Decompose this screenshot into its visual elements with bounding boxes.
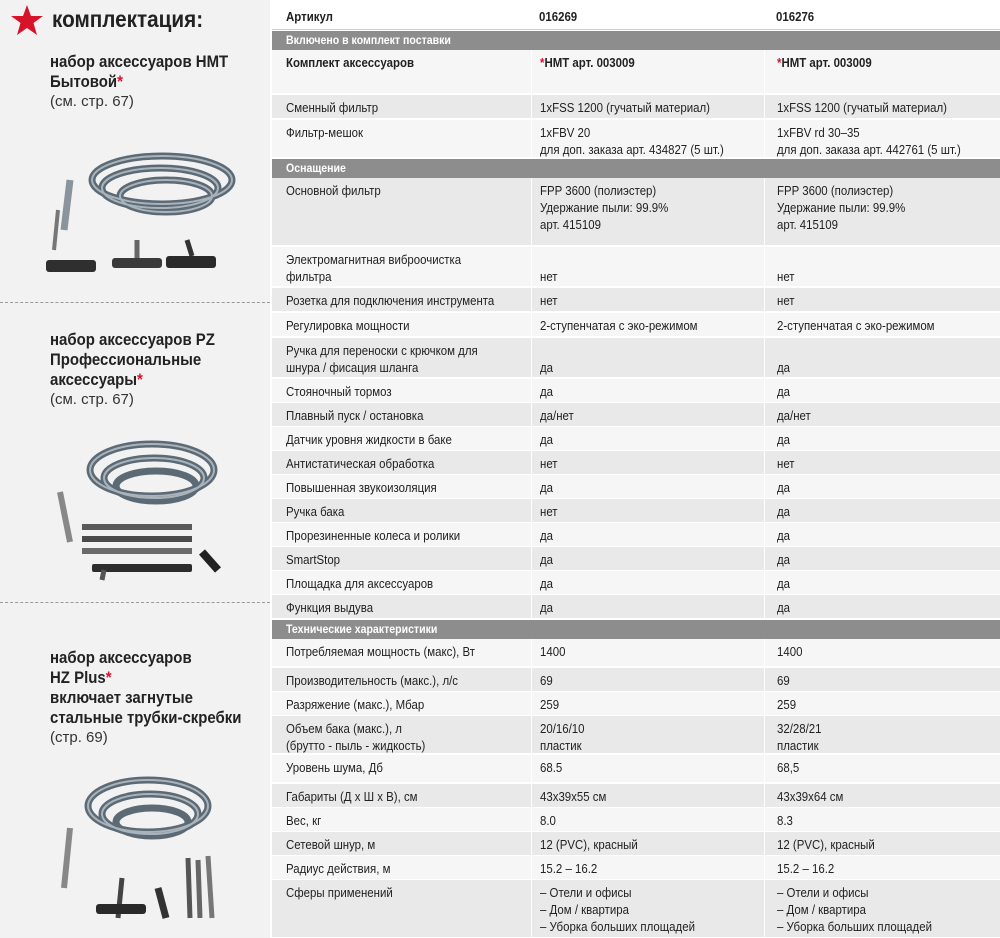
cell-016276 bbox=[764, 784, 1000, 807]
cell-016276 bbox=[764, 547, 1000, 570]
cell-text-line: Радиус действия, м bbox=[286, 861, 391, 876]
cell-text-line: FPP 3600 (полиэстер) bbox=[540, 183, 657, 198]
row-label bbox=[272, 451, 530, 474]
cell-016276 bbox=[764, 379, 1000, 402]
cell-text-line: 1xFSS 1200 (гучатый материал) bbox=[540, 100, 710, 115]
cell-016269 bbox=[531, 716, 763, 753]
table-row bbox=[272, 668, 1000, 692]
cell-016269 bbox=[531, 880, 763, 937]
row-label bbox=[272, 338, 530, 377]
cell-text-line: да bbox=[777, 528, 791, 543]
table-row bbox=[272, 247, 1000, 287]
cell-016276 bbox=[764, 692, 1000, 715]
cell-016269 bbox=[531, 808, 763, 831]
cell-016276 bbox=[764, 668, 1000, 691]
cell-text-line: – Уборка больших площадей bbox=[540, 919, 695, 934]
table-row bbox=[272, 427, 1000, 451]
cell-text-line: да bbox=[540, 600, 554, 615]
table-row bbox=[272, 313, 1000, 337]
cell-text-line: да bbox=[540, 360, 554, 375]
kit-pz bbox=[50, 330, 270, 409]
table-row bbox=[272, 338, 1000, 378]
cell-text-line: да bbox=[777, 384, 791, 399]
cell-text-line: 43x39x64 см bbox=[777, 789, 844, 804]
row-label bbox=[272, 880, 530, 937]
cell-text-line: да bbox=[540, 552, 554, 567]
cell-016276 bbox=[764, 475, 1000, 498]
cell-016269 bbox=[531, 247, 763, 286]
table-row bbox=[272, 547, 1000, 571]
cell-text-line: 259 bbox=[777, 697, 797, 712]
cell-016269 bbox=[531, 403, 763, 426]
cell-text-line: 69 bbox=[777, 673, 790, 688]
table-row bbox=[272, 379, 1000, 403]
cell-016276 bbox=[764, 451, 1000, 474]
cell-text-line: да bbox=[777, 360, 791, 375]
cell-text-line: нет bbox=[540, 293, 558, 308]
cell-text-line: Стояночный тормоз bbox=[286, 384, 392, 399]
cell-text-line bbox=[777, 342, 973, 359]
cell-text-line: Площадка для аксессуаров bbox=[286, 576, 434, 591]
row-label bbox=[272, 595, 530, 618]
cell-text-line: да bbox=[540, 528, 554, 543]
cell-text-line: 12 (PVC), красный bbox=[777, 837, 875, 852]
row-label bbox=[272, 95, 530, 118]
cell-016269 bbox=[531, 178, 763, 245]
cell-text-line: да/нет bbox=[777, 408, 811, 423]
cell-016269 bbox=[531, 313, 763, 336]
cell-016269 bbox=[531, 784, 763, 807]
accessory-set-hz-plus-image bbox=[48, 768, 248, 928]
cell-text-line: Прорезиненные колеса и ролики bbox=[286, 528, 461, 543]
accessory-set-pz-image bbox=[42, 432, 242, 582]
cell-016269 bbox=[531, 338, 763, 377]
cell-016269 bbox=[531, 755, 763, 782]
cell-text-line: 68,5 bbox=[777, 760, 800, 775]
kit-page-ref: (см. стр. 67) bbox=[50, 391, 134, 408]
cell-text-line: 8.0 bbox=[540, 813, 556, 828]
section-header-specs bbox=[272, 620, 1000, 639]
cell-text-line: да bbox=[540, 432, 554, 447]
cell-text-line: 15.2 – 16.2 bbox=[540, 861, 598, 876]
section-title: Технические характеристики bbox=[286, 622, 438, 636]
row-label bbox=[272, 523, 530, 546]
row-label bbox=[272, 571, 530, 594]
cell-text-line: да/нет bbox=[540, 408, 574, 423]
cell-text-line: да bbox=[777, 600, 791, 615]
cell-text-line: 2-ступенчатая с эко-режимом bbox=[540, 318, 698, 333]
table-row bbox=[272, 832, 1000, 856]
cell-016269 bbox=[531, 499, 763, 522]
cell-text-line: Плавный пуск / остановка bbox=[286, 408, 424, 423]
cell-016269 bbox=[531, 692, 763, 715]
cell-text-line: для доп. заказа арт. 442761 (5 шт.) bbox=[777, 142, 961, 157]
cell-text-line: SmartStop bbox=[286, 552, 341, 567]
table-row bbox=[272, 523, 1000, 547]
cell-text-line: Комплект аксессуаров bbox=[286, 55, 414, 70]
cell-016276 bbox=[764, 832, 1000, 855]
cell-text-line: 68.5 bbox=[540, 760, 563, 775]
accessory-set-hmt-image bbox=[42, 140, 242, 290]
kit-hmt bbox=[50, 52, 270, 111]
cell-016276 bbox=[764, 523, 1000, 546]
cell-016269 bbox=[531, 288, 763, 311]
cell-text-line: 12 (PVC), красный bbox=[540, 837, 638, 852]
cell-016269 bbox=[531, 571, 763, 594]
cell-text-line: – Уборка больших площадей bbox=[777, 919, 932, 934]
row-label bbox=[272, 247, 530, 286]
kit-sidebar bbox=[0, 0, 270, 938]
section-title: Включено в комплект поставки bbox=[286, 33, 451, 47]
cell-text-line bbox=[540, 251, 736, 268]
cell-text-line: (брутто - пыль - жидкость) bbox=[286, 738, 426, 753]
kit-title-line: аксессуары* bbox=[50, 370, 143, 389]
section-header-included bbox=[272, 31, 1000, 50]
cell-text-line: нет bbox=[540, 456, 558, 471]
cell-016276 bbox=[764, 95, 1000, 118]
cell-text-line: пластик bbox=[540, 738, 582, 753]
cell-text-line: шнура / фисация шланга bbox=[286, 360, 419, 375]
cell-text-line: – Дом / квартира bbox=[540, 902, 629, 917]
cell-text-line: да bbox=[777, 432, 791, 447]
cell-text-line: FPP 3600 (полиэстер) bbox=[777, 183, 894, 198]
row-label bbox=[272, 288, 530, 311]
cell-text-line: Электромагнитная виброочистка bbox=[286, 252, 462, 267]
table-header bbox=[272, 0, 1000, 30]
cell-text-line: да bbox=[777, 552, 791, 567]
row-label bbox=[272, 692, 530, 715]
table-row bbox=[272, 856, 1000, 880]
cell-016276 bbox=[764, 50, 1000, 93]
section-header-equipment bbox=[272, 159, 1000, 178]
cell-text-line: Розетка для подключения инструмента bbox=[286, 293, 495, 308]
cell-text-line bbox=[540, 342, 736, 359]
cell-text-line: *НМТ арт. 003009 bbox=[540, 55, 635, 70]
row-label bbox=[272, 547, 530, 570]
star-mark: * bbox=[777, 55, 782, 70]
table-row bbox=[272, 120, 1000, 158]
cell-text-line: – Отели и офисы bbox=[540, 885, 632, 900]
cell-text-line: да bbox=[540, 480, 554, 495]
row-label bbox=[272, 668, 530, 691]
cell-text-line: 20/16/10 bbox=[540, 721, 585, 736]
cell-016276 bbox=[764, 178, 1000, 245]
cell-text-line: нет bbox=[777, 293, 795, 308]
cell-016269 bbox=[531, 427, 763, 450]
cell-text-line: Антистатическая обработка bbox=[286, 456, 435, 471]
kit-title-line: набор аксессуаров НМТ bbox=[50, 52, 229, 71]
cell-text-line: Повышенная звукоизоляция bbox=[286, 480, 437, 495]
cell-text-line: 1400 bbox=[777, 644, 803, 659]
row-label bbox=[272, 475, 530, 498]
table-row bbox=[272, 808, 1000, 832]
cell-text-line: Производительность (макс.), л/с bbox=[286, 673, 459, 688]
cell-016276 bbox=[764, 403, 1000, 426]
table-row bbox=[272, 880, 1000, 938]
row-label bbox=[272, 784, 530, 807]
cell-text-line: нет bbox=[540, 504, 558, 519]
cell-016269 bbox=[531, 379, 763, 402]
kit-title-line: включает загнутые bbox=[50, 688, 193, 707]
cell-016276 bbox=[764, 427, 1000, 450]
cell-016269 bbox=[531, 523, 763, 546]
cell-016269 bbox=[531, 451, 763, 474]
cell-016276 bbox=[764, 499, 1000, 522]
cell-text-line: Датчик уровня жидкости в баке bbox=[286, 432, 452, 447]
table-row bbox=[272, 178, 1000, 246]
cell-text-line: 1xFBV rd 30–35 bbox=[777, 125, 860, 140]
cell-016276 bbox=[764, 808, 1000, 831]
table-row bbox=[272, 499, 1000, 523]
table-row bbox=[272, 755, 1000, 783]
cell-text-line: для доп. заказа арт. 434827 (5 шт.) bbox=[540, 142, 724, 157]
cell-text-line: Потребляемая мощность (макс), Вт bbox=[286, 644, 476, 659]
star-mark: * bbox=[540, 55, 545, 70]
cell-text-line: Габариты (Д х Ш х В), см bbox=[286, 789, 418, 804]
cell-text-line: – Отели и офисы bbox=[777, 885, 869, 900]
cell-text-line: да bbox=[777, 480, 791, 495]
cell-016276 bbox=[764, 716, 1000, 753]
cell-text-line: Удержание пыли: 99.9% bbox=[540, 200, 669, 215]
cell-text-line: 69 bbox=[540, 673, 553, 688]
kit-hz-plus bbox=[50, 648, 270, 747]
cell-016269 bbox=[531, 95, 763, 118]
cell-text-line: 1xFBV 20 bbox=[540, 125, 591, 140]
cell-016276 bbox=[764, 120, 1000, 157]
row-label bbox=[272, 427, 530, 450]
spec-table bbox=[272, 0, 1000, 938]
cell-text-line: арт. 415109 bbox=[777, 217, 838, 232]
header-col-016276: 016276 bbox=[776, 9, 815, 24]
cell-016276 bbox=[764, 595, 1000, 618]
cell-text-line: пластик bbox=[777, 738, 819, 753]
kit-title-line: набор аксессуаров bbox=[50, 648, 192, 667]
cell-016269 bbox=[531, 832, 763, 855]
cell-016276 bbox=[764, 856, 1000, 879]
row-label bbox=[272, 856, 530, 879]
cell-016276 bbox=[764, 880, 1000, 937]
cell-text-line: 8.3 bbox=[777, 813, 793, 828]
kit-title-line: стальные трубки-скребки bbox=[50, 708, 242, 727]
table-row bbox=[272, 288, 1000, 312]
row-label bbox=[272, 313, 530, 336]
kit-heading: комплектация: bbox=[52, 6, 204, 32]
cell-text-line: Сменный фильтр bbox=[286, 100, 379, 115]
cell-016276 bbox=[764, 755, 1000, 782]
cell-text-line: 2-ступенчатая с эко-режимом bbox=[777, 318, 935, 333]
cell-text-line: Сферы применений bbox=[286, 885, 393, 900]
cell-016269 bbox=[531, 639, 763, 666]
kit-title-line: Профессиональные bbox=[50, 350, 202, 369]
cell-016276 bbox=[764, 313, 1000, 336]
header-article-label: Артикул bbox=[286, 9, 333, 24]
cell-text-line: – Дом / квартира bbox=[777, 902, 866, 917]
cell-016269 bbox=[531, 595, 763, 618]
row-label bbox=[272, 639, 530, 666]
cell-text-line: арт. 415109 bbox=[540, 217, 601, 232]
cell-text-line: 32/28/21 bbox=[777, 721, 822, 736]
section-title: Оснащение bbox=[286, 161, 346, 175]
table-row bbox=[272, 50, 1000, 94]
kit-divider bbox=[0, 302, 270, 303]
cell-text-line: да bbox=[777, 504, 791, 519]
row-label bbox=[272, 178, 530, 245]
star-icon bbox=[10, 4, 44, 36]
kit-title-line: набор аксессуаров PZ bbox=[50, 330, 215, 349]
cell-text-line: 43x39x55 см bbox=[540, 789, 607, 804]
cell-text-line: 259 bbox=[540, 697, 560, 712]
cell-016269 bbox=[531, 120, 763, 157]
row-label bbox=[272, 120, 530, 157]
table-row bbox=[272, 475, 1000, 499]
kit-title-line: Бытовой* bbox=[50, 72, 123, 91]
cell-016276 bbox=[764, 639, 1000, 666]
cell-text-line: *НМТ арт. 003009 bbox=[777, 55, 872, 70]
cell-016276 bbox=[764, 247, 1000, 286]
cell-text-line: нет bbox=[540, 269, 558, 284]
kit-divider bbox=[0, 602, 270, 603]
cell-016269 bbox=[531, 668, 763, 691]
table-row bbox=[272, 571, 1000, 595]
table-row bbox=[272, 451, 1000, 475]
cell-text-line: фильтра bbox=[286, 269, 332, 284]
cell-016276 bbox=[764, 288, 1000, 311]
cell-text-line: нет bbox=[777, 269, 795, 284]
kit-page-ref: (стр. 69) bbox=[50, 729, 108, 746]
row-label bbox=[272, 808, 530, 831]
cell-text-line: Вес, кг bbox=[286, 813, 322, 828]
kit-page-ref: (см. стр. 67) bbox=[50, 93, 134, 110]
cell-text-line: нет bbox=[777, 456, 795, 471]
row-label bbox=[272, 716, 530, 753]
cell-text-line: Ручка бака bbox=[286, 504, 345, 519]
cell-text-line bbox=[777, 251, 973, 268]
cell-text-line: 1xFSS 1200 (гучатый материал) bbox=[777, 100, 947, 115]
row-label bbox=[272, 403, 530, 426]
cell-016276 bbox=[764, 571, 1000, 594]
table-row bbox=[272, 403, 1000, 427]
cell-text-line: Объем бака (макс.), л bbox=[286, 721, 402, 736]
kit-title-line: HZ Plus* bbox=[50, 668, 112, 687]
cell-text-line: Регулировка мощности bbox=[286, 318, 410, 333]
table-row bbox=[272, 692, 1000, 716]
row-label bbox=[272, 379, 530, 402]
cell-text-line: Разряжение (макс.), Мбар bbox=[286, 697, 425, 712]
table-row bbox=[272, 595, 1000, 619]
table-row bbox=[272, 639, 1000, 667]
cell-text-line: Фильтр-мешок bbox=[286, 125, 364, 140]
table-row bbox=[272, 95, 1000, 119]
header-col-016269: 016269 bbox=[539, 9, 578, 24]
cell-text-line: да bbox=[777, 576, 791, 591]
cell-text-line: Функция выдува bbox=[286, 600, 374, 615]
cell-text-line: Ручка для переноски с крючком для bbox=[286, 343, 478, 358]
row-label bbox=[272, 755, 530, 782]
cell-text-line: 1400 bbox=[540, 644, 566, 659]
row-label bbox=[272, 50, 530, 93]
cell-text-line: да bbox=[540, 576, 554, 591]
cell-text-line: да bbox=[540, 384, 554, 399]
cell-text-line: Основной фильтр bbox=[286, 183, 381, 198]
cell-text-line: Сетевой шнур, м bbox=[286, 837, 376, 852]
cell-016269 bbox=[531, 50, 763, 93]
cell-text-line: Уровень шума, Дб bbox=[286, 760, 383, 775]
cell-016269 bbox=[531, 475, 763, 498]
row-label bbox=[272, 499, 530, 522]
cell-016269 bbox=[531, 547, 763, 570]
cell-016276 bbox=[764, 338, 1000, 377]
row-label bbox=[272, 832, 530, 855]
cell-text-line: Удержание пыли: 99.9% bbox=[777, 200, 906, 215]
cell-016269 bbox=[531, 856, 763, 879]
table-row bbox=[272, 784, 1000, 808]
table-row bbox=[272, 716, 1000, 754]
cell-text-line: 15.2 – 16.2 bbox=[777, 861, 835, 876]
